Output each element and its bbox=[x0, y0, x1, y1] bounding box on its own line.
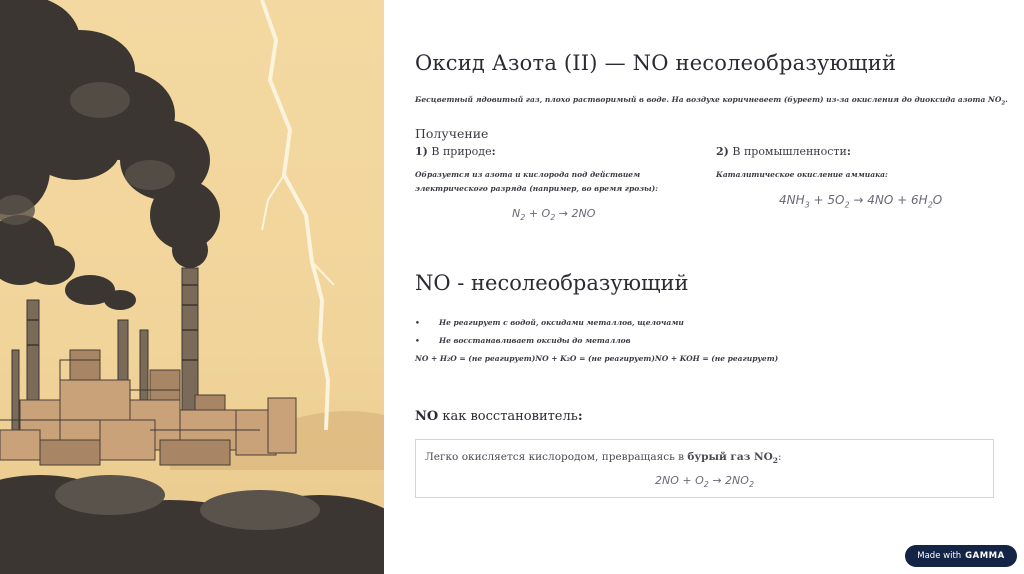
reducer-text-main: Легко окисляется кислородом, превращаясь в bbox=[425, 451, 688, 463]
reducer-text-end: : bbox=[777, 451, 782, 463]
industry-num: 2) bbox=[716, 145, 729, 158]
slide-content bbox=[415, 0, 1008, 574]
obtaining-heading: Получение bbox=[415, 126, 489, 141]
industry-heading bbox=[716, 145, 851, 158]
nature-colon: : bbox=[491, 145, 496, 158]
industry-label: В промышленности bbox=[732, 145, 847, 158]
bullet-text: Не восстанавливает оксиды до металлов bbox=[439, 335, 631, 345]
reducer-text-sub: 2 bbox=[772, 456, 778, 466]
reducer-text bbox=[425, 451, 782, 465]
reducer-equation: $2NO + O_2 \to 2NO_2$ bbox=[654, 474, 755, 490]
slide-title: Оксид Азота (II) — NO несолеобразующий bbox=[415, 51, 897, 75]
nature-equation: $N_2 + O_2 \to 2NO$ bbox=[512, 207, 596, 223]
list-item bbox=[415, 331, 684, 349]
lead-end: . bbox=[1005, 95, 1008, 104]
badge-prefix: Made with bbox=[917, 551, 962, 561]
reducer-title-rest: как восстановитель bbox=[438, 409, 578, 424]
reactions-line: NO + H₂O = (не реагирует)NO + K₂O = (не реагирует)NO + KOH = (не реагирует) bbox=[415, 354, 779, 363]
reducer-title-bold: NO bbox=[415, 409, 439, 424]
lead-text-main: Бесцветный ядовитый газ, плохо растворимый в воде. На воздухе коричневеет (буреет) из-за окисления до диоксида азота NO bbox=[415, 95, 1002, 104]
nature-label: В природе bbox=[431, 145, 492, 158]
reducer-text-bold: бурый газ NO bbox=[687, 451, 773, 463]
nature-num: 1) bbox=[415, 145, 428, 158]
industry-equation: $4NH_3 + 5O_2 \to 4NO + 6H_2O$ bbox=[779, 193, 943, 210]
reducer-title bbox=[415, 409, 583, 424]
made-with-gamma-badge[interactable] bbox=[905, 545, 1017, 567]
properties-list bbox=[415, 313, 684, 349]
industry-text: Каталитическое окисление аммиака: bbox=[716, 170, 888, 179]
industry-colon: : bbox=[846, 145, 851, 158]
nature-text: Образуется из азота и кислорода под действием электрического разряда (например, во время грозы): bbox=[415, 170, 658, 193]
reducer-title-colon: : bbox=[577, 409, 583, 424]
nature-heading bbox=[415, 145, 496, 158]
lead-text bbox=[415, 95, 1008, 107]
factory-illustration bbox=[0, 0, 384, 574]
gamma-logo-text: GAMMA bbox=[965, 551, 1005, 561]
bullet-icon: • bbox=[415, 317, 420, 327]
bullet-icon: • bbox=[415, 335, 420, 345]
section2-title: NO - несолеобразующий bbox=[415, 271, 689, 295]
list-item bbox=[415, 313, 684, 331]
lead-sub: 2 bbox=[1001, 100, 1006, 107]
reducer-box bbox=[415, 439, 994, 498]
bullet-text: Не реагирует с водой, оксидами металлов, щелочами bbox=[439, 317, 684, 327]
